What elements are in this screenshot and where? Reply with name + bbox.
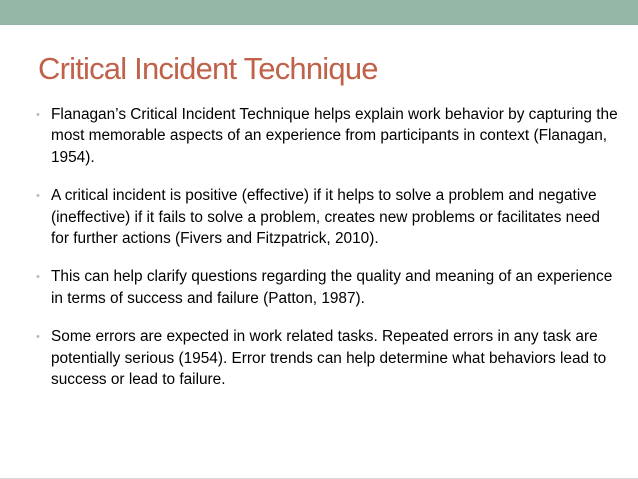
bullet-item [35,104,620,168]
slide-top-accent-bar [0,0,638,25]
bullet-marker: • [36,190,40,203]
bullet-marker: • [36,109,40,121]
bullet-text: Flanagan’s Critical Incident Technique helps explain work behavior by capturing the most memorable aspects of an experience from participants in context (Flanagan, 1954). [51,106,618,166]
bullet-marker: • [36,271,40,284]
bullet-text: Some errors are expected in work related tasks. Repeated errors in any task are potentially serious (1954). Error trends can help determine what behaviors lead to success or lead to failure. [51,328,607,389]
bullet-marker: • [36,331,40,344]
bullet-item [35,326,620,390]
bullet-list [35,104,620,407]
bullet-item [35,185,620,249]
bullet-text: A critical incident is positive (effective) if it helps to solve a problem and negative (ineffective) if it fails to solve a problem, creates new problems or facilitates need for further actions (Fivers and Fitzpatrick, 2010). [51,187,600,248]
slide-title: Critical Incident Technique [38,51,378,86]
bullet-item [35,266,620,309]
bullet-text: This can help clarify questions regarding the quality and meaning of an experience in terms of success and failure (Patton, 1987). [51,268,613,307]
